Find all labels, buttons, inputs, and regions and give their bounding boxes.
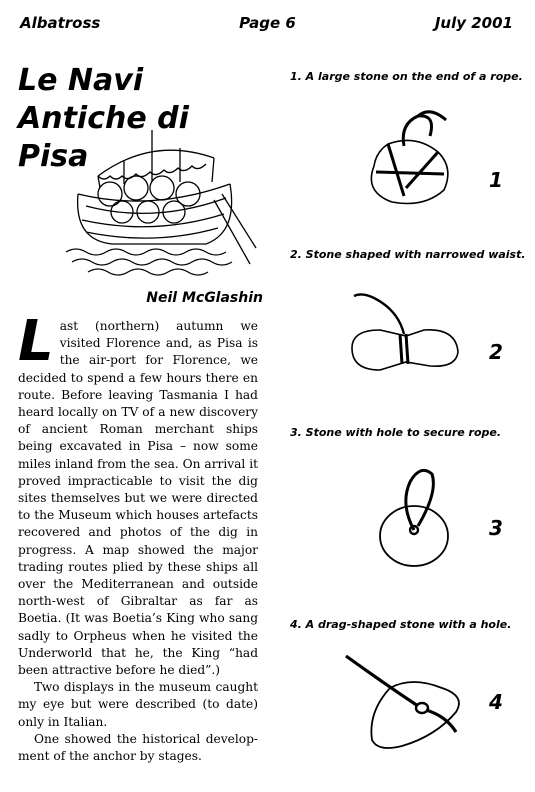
anchor-4-number: 4 — [489, 690, 503, 714]
issue-date: July 2001 — [434, 14, 513, 32]
anchor-2-caption: 2. Stone shaped with narrowed waist. — [290, 248, 526, 261]
publication-name: Albatross — [20, 14, 101, 32]
anchor-3-caption: 3. Stone with hole to secure rope. — [290, 426, 502, 439]
anchor-1-number: 1 — [489, 168, 503, 192]
paragraph-1 — [18, 309, 258, 679]
article-author: Neil McGlashin — [146, 290, 263, 306]
paragraph-3: One showed the historical develop-ment of the anchor by stages. — [18, 731, 258, 764]
page-number: Page 6 — [239, 14, 296, 32]
anchor-1-sketch — [358, 104, 458, 214]
roman-ship-illustration — [64, 128, 260, 276]
article-body — [18, 309, 258, 765]
anchor-3-sketch — [370, 458, 470, 578]
paragraph-1-text: ast (northern) autumn we visited Florence and, as Pisa is the air-port for Florence, we decided to spend a few hours there en route. Before leaving Tasmania I had heard locally on TV of a new discovery of ancient Roman merchant ships being excavated in Pisa – now some miles inland from the sea. On arrival it proved impracticable to visit the dig sites themselves but we were directed to the Museum which houses artefacts recovered and photos of the dig in progress. A map showed the major trading routes plied by these ships all over the Mediterranean and outside north-west of Gibraltar as far as Boetia. (It was Boetia’s King who sang sadly to Orpheus when he visited the Underworld that he, the King “had been attractive before he died”.) — [18, 319, 258, 678]
anchor-4-sketch — [332, 648, 482, 758]
anchor-4-caption: 4. A drag-shaped stone with a hole. — [290, 618, 512, 631]
paragraph-2: Two displays in the museum caught my eye but were described (to date) only in Italian. — [18, 680, 258, 729]
drop-cap: L — [18, 309, 54, 374]
anchor-2-number: 2 — [489, 340, 503, 364]
anchor-1-caption: 1. A large stone on the end of a rope. — [290, 70, 523, 83]
anchor-3-number: 3 — [489, 516, 503, 540]
article-title: Le Navi Antiche di Pisa — [18, 63, 189, 174]
anchor-2-sketch — [340, 282, 470, 392]
